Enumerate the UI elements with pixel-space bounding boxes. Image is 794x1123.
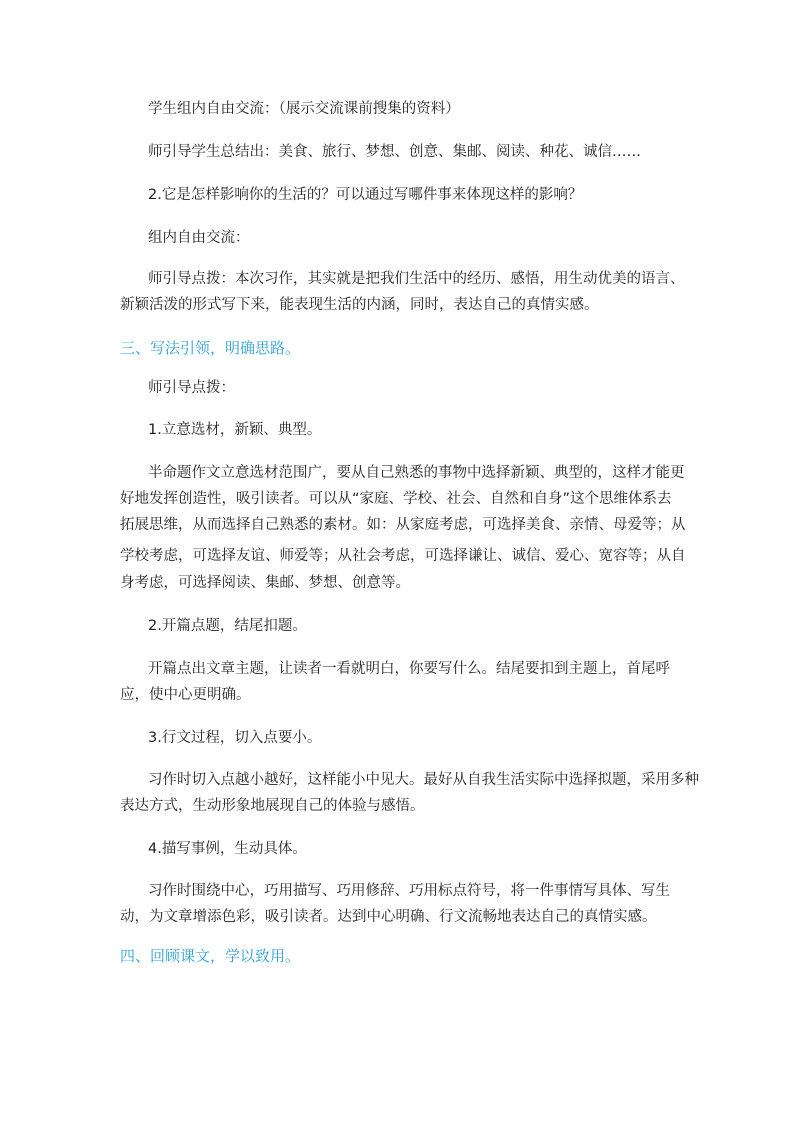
paragraph-group-exchange-2: 组内自由交流：: [148, 230, 250, 246]
paragraph-opening-line-2: 应，使中心更明确。: [120, 687, 251, 703]
paragraph-description-line-2: 动，为文章增添色彩，吸引读者。达到中心明确、行文流畅地表达自己的真情实感。: [120, 909, 657, 925]
paragraph-entry-line-1: 习作时切入点越小越好，这样能小中见大。最好从自我生活实际中选择拟题，采用多种: [148, 772, 699, 788]
paragraph-guidance-label: 师引导点拨：: [148, 380, 235, 396]
section-heading-4: 四、回顾课文，学以致用。: [120, 947, 301, 965]
paragraph-topic-line-1: 半命题作文立意选材范围广，要从自己熟悉的事物中选择新颖、典型的，这样才能更: [148, 465, 685, 481]
paragraph-topic-line-5: 身考虑，可选择阅读、集邮、梦想、创意等。: [120, 575, 410, 591]
paragraph-topic-line-4: 学校考虑，可选择友谊、师爱等；从社会考虑，可选择谦让、诚信、爱心、宽容等；从自: [120, 548, 686, 564]
paragraph-topic-line-3: 拓展思维，从而选择自己熟悉的素材。如：从家庭考虑，可选择美食、亲情、母爱等；从: [120, 517, 686, 533]
subheading-1: 1.立意选材，新颖、典型。: [148, 422, 322, 438]
paragraph-opening-line-1: 开篇点出文章主题，让读者一看就明白，你要写什么。结尾要扣到主题上，首尾呼: [148, 661, 670, 677]
subheading-4: 4.描写事例，生动具体。: [148, 841, 307, 857]
paragraph-entry-line-2: 表达方式，生动形象地展现自己的体验与感悟。: [120, 798, 425, 814]
paragraph-guidance-line-2: 新颖活泼的形式写下来，能表现生活的内涵，同时，表达自己的真情实感。: [120, 297, 599, 313]
paragraph-question-2: 2.它是怎样影响你的生活的？可以通过写哪件事来体现这样的影响？: [148, 187, 583, 203]
paragraph-guidance-line-1: 师引导点拨：本次习作，其实就是把我们生活中的经历、感悟，用生动优美的语言、: [148, 271, 685, 287]
paragraph-description-line-1: 习作时围绕中心，巧用描写、巧用修辞、巧用标点符号，将一件事情写具体、写生: [148, 883, 670, 899]
section-heading-3: 三、写法引领，明确思路。: [120, 339, 301, 357]
paragraph-teacher-summary: 师引导学生总结出：美食、旅行、梦想、创意、集邮、阅读、种花、诚信……: [148, 144, 641, 160]
paragraph-topic-line-2: 好地发挥创造性，吸引读者。可以从“家庭、学校、社会、自然和自身”这个思维体系去: [120, 491, 672, 507]
paragraph-group-exchange: 学生组内自由交流：（展示交流课前搜集的资料）: [148, 101, 460, 117]
subheading-2: 2.开篇点题，结尾扣题。: [148, 618, 307, 634]
subheading-3: 3.行文过程，切入点要小。: [148, 730, 322, 746]
